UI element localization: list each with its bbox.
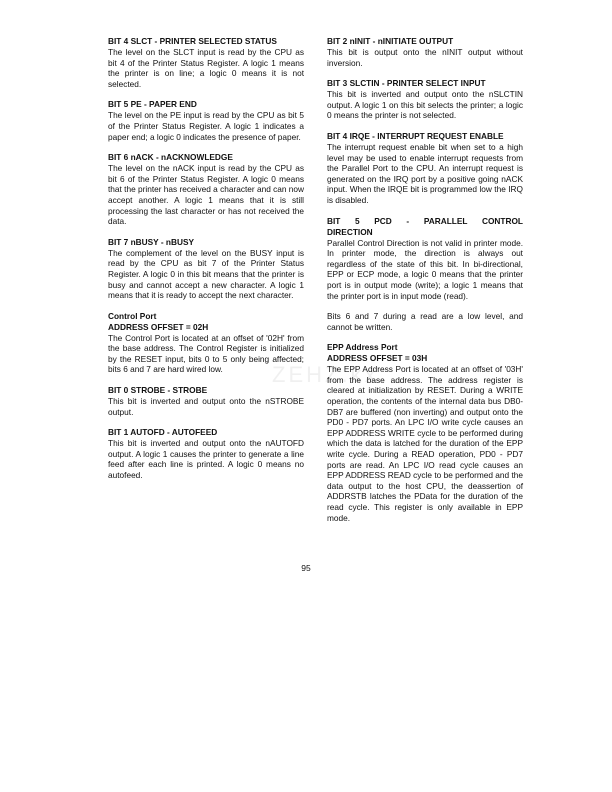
pcd-text: Parallel Control Direction is not valid in printer mode. In printer mode, the direction is always out regardless of the state of this bit. In bi-directional, EPP or ECP mode, a logic 0 means that the printer port is in output mode (write); a logic 1 means that the printer port is in input mode (read). (327, 237, 523, 301)
section-pe (108, 99, 304, 142)
section-pcd (327, 216, 523, 333)
right-column (327, 36, 523, 533)
page-number: 95 (301, 563, 311, 573)
section-text: This bit is output onto the nINIT output without inversion. (327, 47, 523, 68)
section-text: This bit is inverted and output onto the nSLCTIN output. A logic 1 on this bit selects the printer; a logic 0 means the printer is not selected. (327, 89, 523, 121)
section-heading: BIT 2 nINIT - nINITIATE OUTPUT (327, 36, 454, 46)
section-strobe (108, 385, 304, 417)
section-heading: BIT 5 PE - PAPER END (108, 99, 197, 110)
section-text: The level on the SLCT input is read by the CPU as bit 4 of the Printer Status Register. A logic 1 means the printer is on line; a logic 0 means it is not selected. (108, 47, 304, 89)
section-autofd (108, 427, 304, 480)
section-heading: BIT 4 SLCT - PRINTER SELECTED STATUS (108, 36, 277, 46)
control-port-section (108, 311, 304, 375)
epp-title: EPP Address Port (327, 342, 398, 353)
section-heading: BIT 4 IRQE - INTERRUPT REQUEST ENABLE (327, 130, 504, 141)
section-heading: BIT 6 nACK - nACKNOWLEDGE (108, 152, 233, 163)
section-heading: BIT 7 nBUSY - nBUSY (108, 236, 195, 247)
section-heading: BIT 1 AUTOFD - AUTOFEED (108, 427, 218, 438)
section-ninit (327, 36, 523, 68)
section-text: The level on the nACK input is read by the CPU as bit 6 of the Printer Status Register. A logic 0 means that the printer has received a character and can now accept another. A logic 1 means that it is still processing the last character or has not received the data. (108, 163, 305, 227)
section-text: The complement of the level on the BUSY input is read by the CPU as bit 7 of the Printer Status Register. A logic 0 in this bit means that the printer is busy and cannot accept a new character. A logic 1 means that it is ready to accept the next character. (108, 247, 304, 301)
section-heading: BIT 3 SLCTIN - PRINTER SELECT INPUT (327, 78, 486, 89)
section-irqe (327, 131, 523, 206)
control-port-title: Control Port (108, 310, 157, 321)
section-slct (108, 36, 304, 89)
control-port-offset: ADDRESS OFFSET = 02H (108, 321, 209, 332)
pcd-heading-line2: DIRECTION (327, 226, 373, 237)
epp-address-port-section (327, 342, 523, 523)
section-text: The level on the PE input is read by the CPU as bit 5 of the Printer Status Register. A logic 1 indicates a paper end; a logic 0 indicates the presence of paper. (108, 110, 304, 142)
section-heading: BIT 0 STROBE - STROBE (108, 385, 208, 396)
pcd-note: Bits 6 and 7 during a read are a low level, and cannot be written. (327, 311, 523, 332)
section-text: This bit is inverted and output onto the nAUTOFD output. A logic 1 causes the printer to generate a line feed after each line is printed. A logic 0 means no autofeed. (108, 438, 304, 481)
section-slctin (327, 78, 523, 121)
section-text: The interrupt request enable bit when set to a high level may be used to enable interrupt requests from the Parallel Port to the CPU. An interrupt request is generated on the IRQ port by a positive going nACK input. When the IRQE bit is programmed low the IRQ is disabled. (327, 141, 523, 205)
epp-text: The EPP Address Port is located at an offset of '03H' from the base address. The address register is cleared at initialization by RESET. During a WRITE operation, the contents of the internal data bus DB0-DB7 are buffered (non inverting) and output onto the PD0 - PD7 ports. An LPC I/O write cycle causes an EPP ADDRESS WRITE cycle to be performed during which the data is latched for the duration of the EPP write cycle. During a READ operation, PD0 - PD7 ports are read. An LPC I/O read cycle causes an EPP ADDRESS READ cycle to be performed and the data output to the host CPU, the deassertion of ADDRSTB latches the PData for the duration of the read cycle. This register is only available in EPP mode. (327, 364, 523, 523)
left-column (108, 36, 304, 491)
section-text: This bit is inverted and output onto the nSTROBE output. (108, 396, 304, 417)
pcd-heading-line1: BIT 5 PCD - PARALLEL CONTROL (327, 215, 523, 226)
section-nack (108, 152, 304, 227)
svg-text:ZEHZ.kx: ZEHZ.kx (272, 362, 379, 387)
epp-offset: ADDRESS OFFSET = 03H (327, 353, 428, 364)
section-nbusy (108, 237, 304, 301)
control-port-text: The Control Port is located at an offset of '02H' from the base address. The Control Register is initialized by the RESET input, bits 0 to 5 only being affected; bits 6 and 7 are hard wired low. (108, 332, 304, 375)
